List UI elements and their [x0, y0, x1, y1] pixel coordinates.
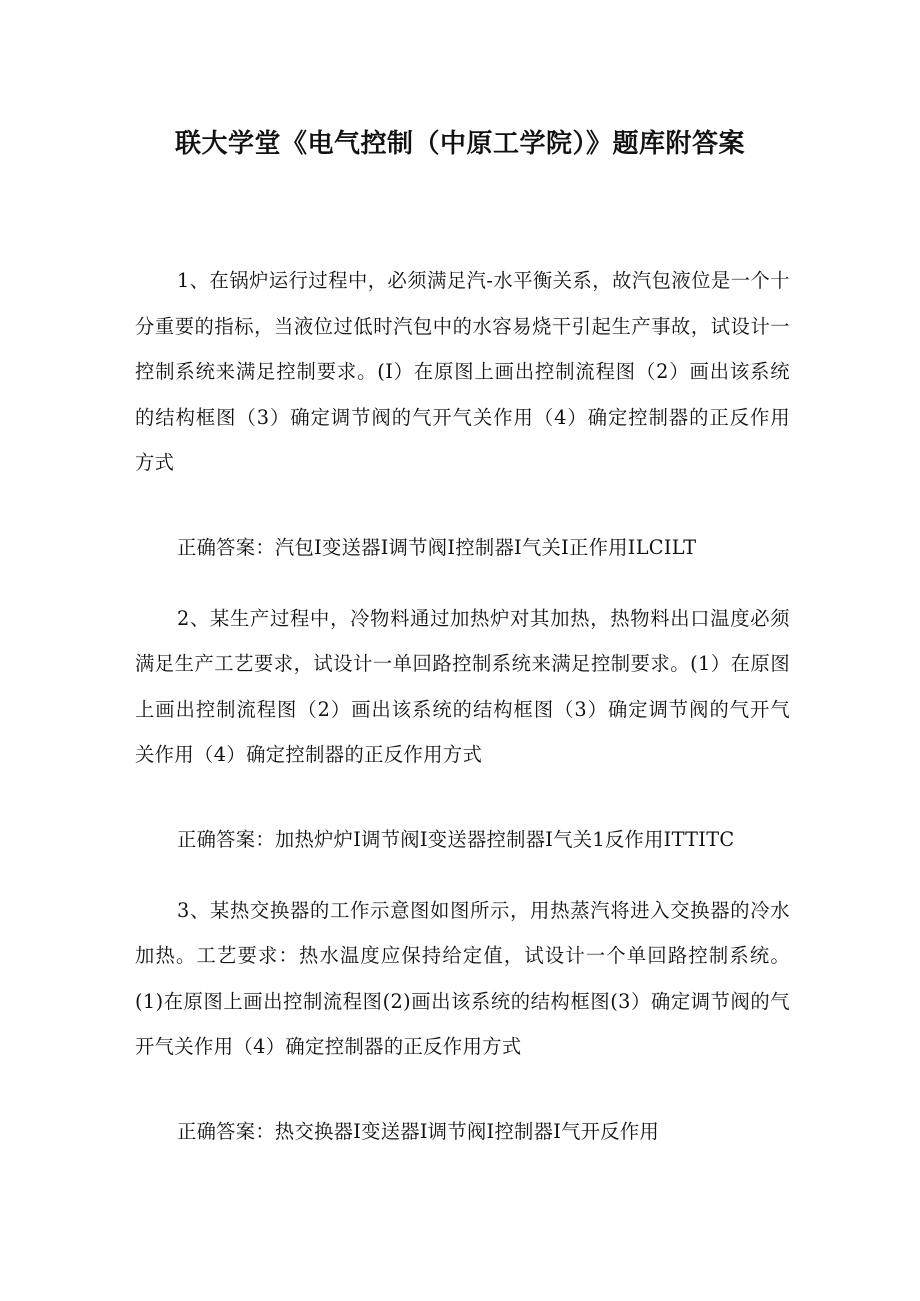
- document-title: 联大学堂《电气控制（中原工学院）》题库附答案: [174, 129, 745, 159]
- question-3-text: 3、某热交换器的工作示意图如图所示，用热蒸汽将进入交换器的冷水加热。工艺要求：热水温度应保持给定值，试设计一个单回路控制系统。(1)在原图上画出控制流程图(2)画出该系统的结构框图(3）确定调节阀的气开气关作用（4）确定控制器的正反作用方式: [135, 898, 790, 1058]
- spacer: [135, 1070, 790, 1112]
- document-body: [135, 258, 790, 1152]
- spacer: [135, 860, 790, 888]
- spacer: [135, 778, 790, 820]
- question-3-answer: 正确答案：热交换器I变送器I调节阀I控制器I气开反作用: [177, 1119, 660, 1143]
- spacer: [135, 568, 790, 596]
- question-2-text: 2、某生产过程中，冷物料通过加热炉对其加热，热物料出口温度必须满足生产工艺要求，试设计一单回路控制系统来满足控制要求。(1）在原图上画出控制流程图（2）画出该系统的结构框图（3）确定调节阀的气开气关作用（4）确定控制器的正反作用方式: [135, 606, 790, 766]
- question-1-answer: 正确答案：汽包I变送器I调节阀I控制器I气关I正作用ILCILT: [177, 535, 697, 559]
- spacer: [135, 486, 790, 528]
- question-1-text: 1、在锅炉运行过程中，必须满足汽-水平衡关系，故汽包液位是一个十分重要的指标，当液位过低时汽包中的水容易烧干引起生产事故，试设计一控制系统来满足控制要求。(I）在原图上画出控制流程图（2）画出该系统的结构框图（3）确定调节阀的气开气关作用（4）确定控制器的正反作用方式: [135, 269, 790, 474]
- question-2-answer: 正确答案：加热炉炉I调节阀I变送器控制器I气关1反作用ITTITC: [177, 827, 735, 851]
